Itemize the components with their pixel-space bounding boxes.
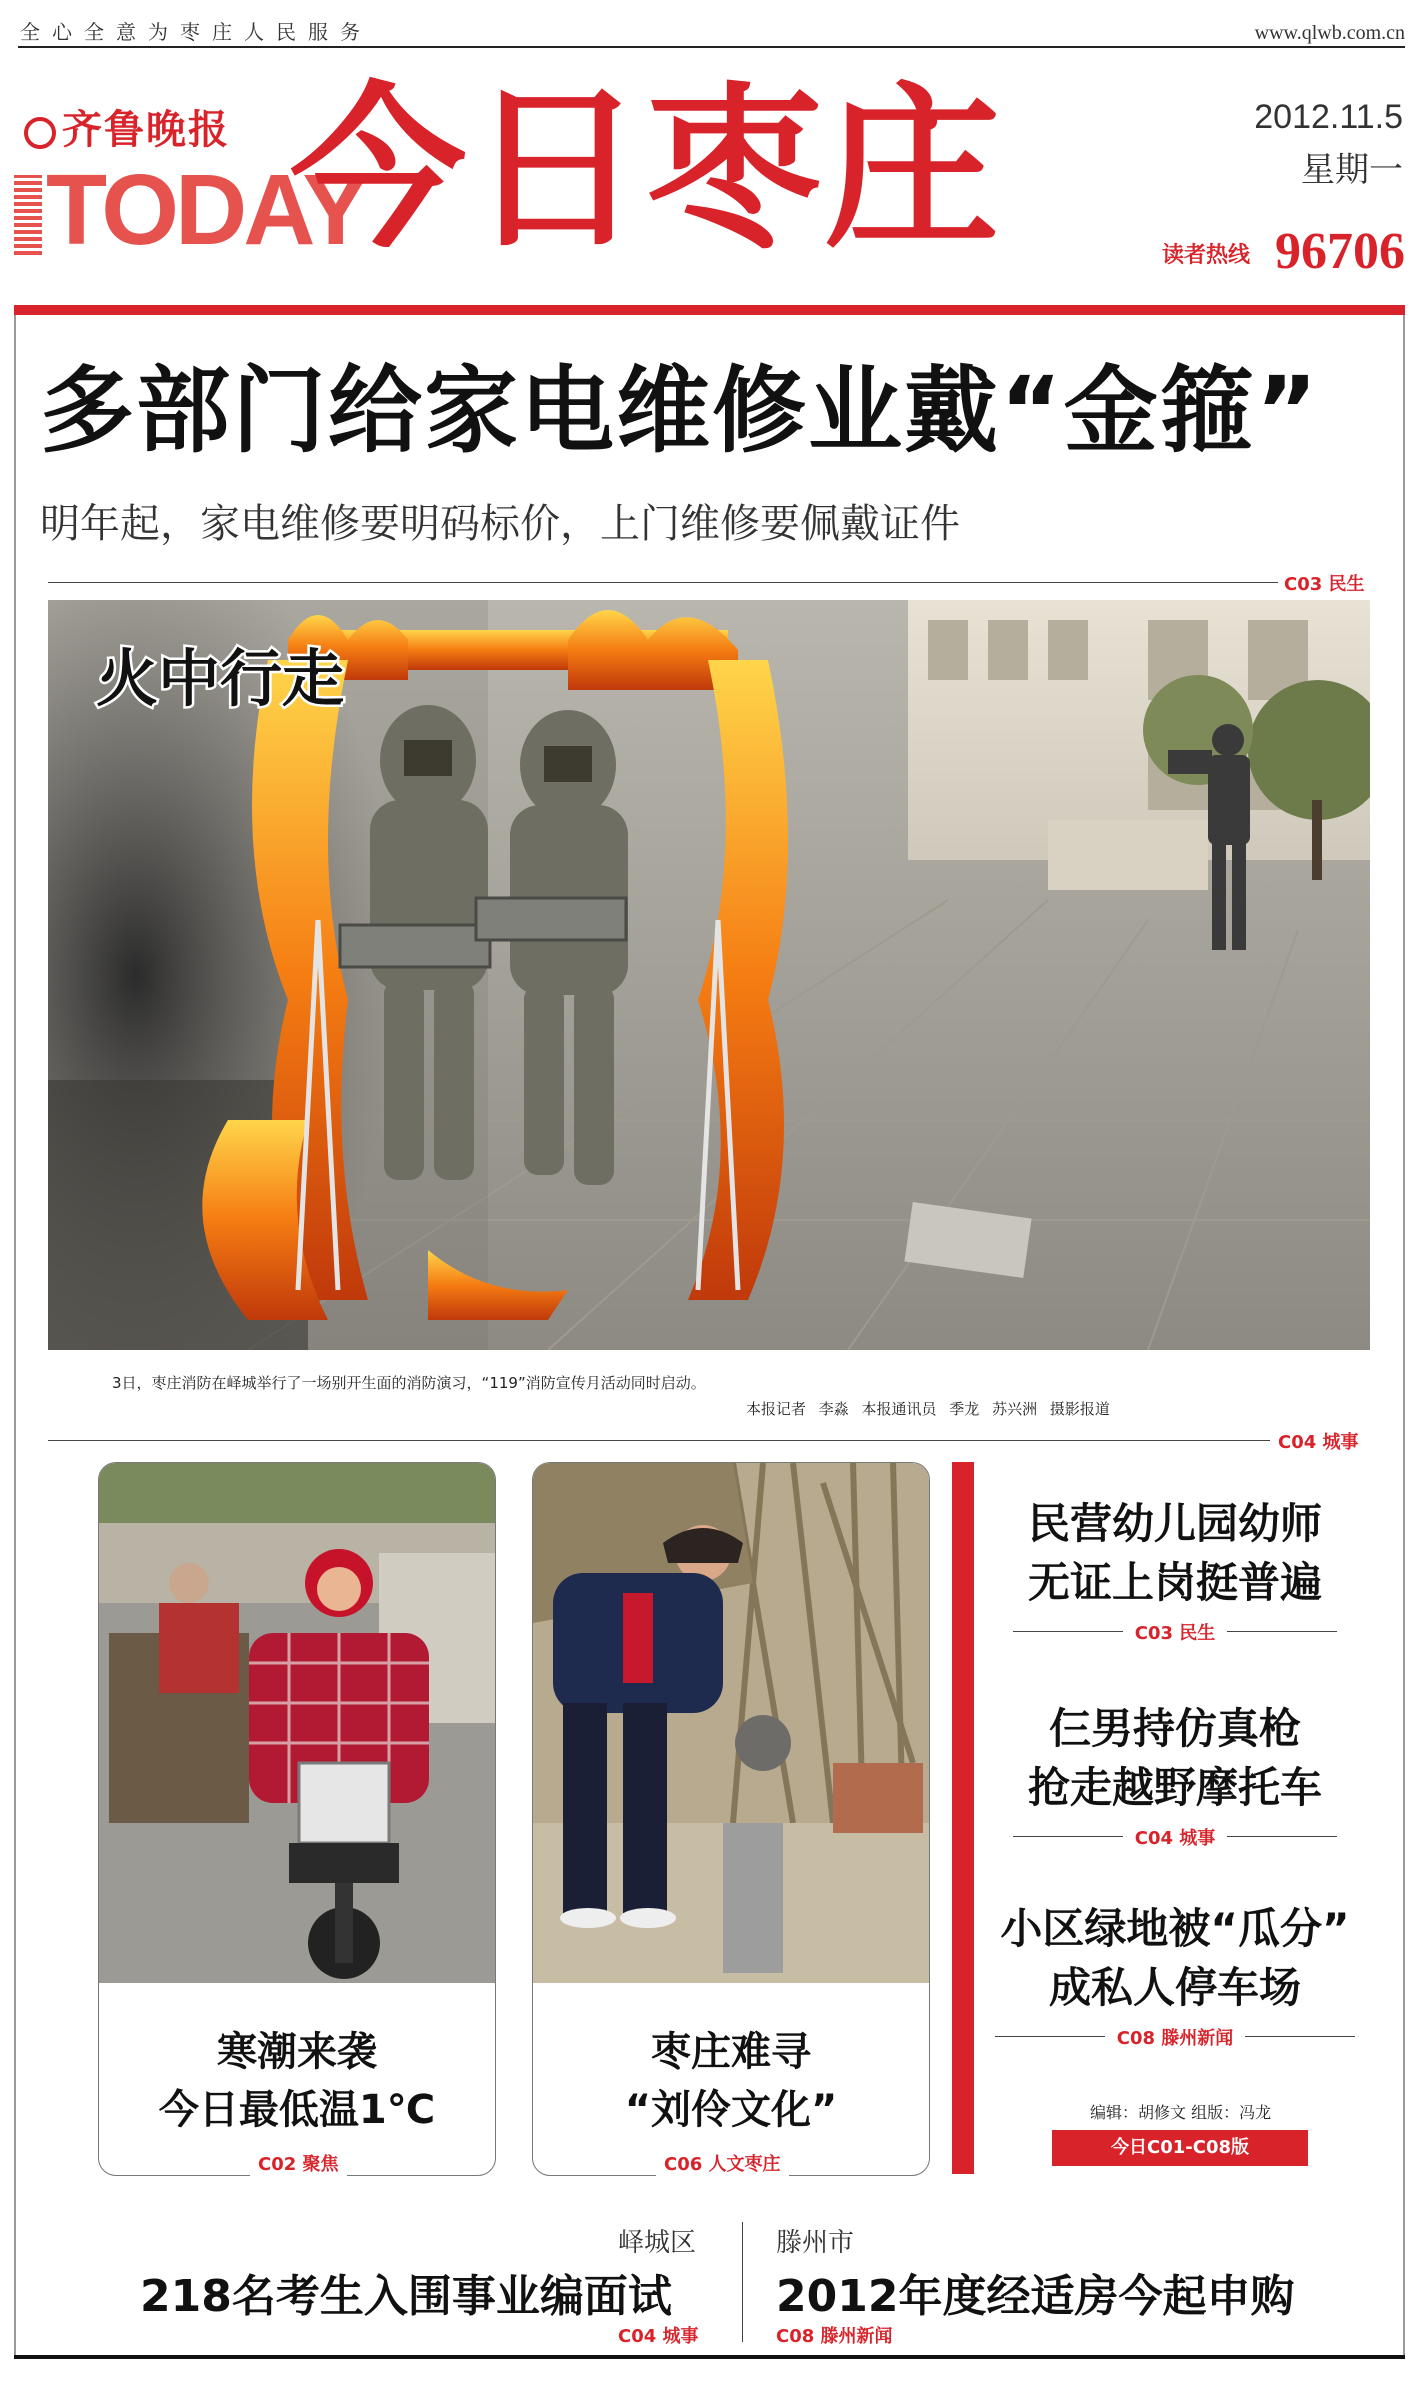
hotline-number: 96706 bbox=[1275, 223, 1405, 280]
side-story-2-tag[interactable]: C04 城事 bbox=[1134, 1827, 1216, 1849]
lead-headline[interactable]: 多部门给家电维修业戴“金箍” bbox=[40, 357, 1320, 466]
side-story-robbery[interactable] bbox=[990, 1700, 1360, 1850]
side-story-2-tagline bbox=[990, 1824, 1360, 1850]
story-card-culture[interactable] bbox=[532, 1462, 930, 2176]
bottom-story-2-region: 滕州市 bbox=[776, 2228, 855, 2258]
page-bottom-rule bbox=[14, 2355, 1405, 2359]
side-story-3-tag[interactable]: C08 滕州新闻 bbox=[1116, 2027, 1234, 2049]
masthead-title: 今日枣庄 bbox=[290, 67, 1003, 272]
side-story-1-tagline bbox=[990, 1619, 1360, 1645]
side-story-1-line2: 无证上岗挺普遍 bbox=[1027, 1557, 1322, 1607]
photo-title: 火中行走 bbox=[96, 642, 345, 715]
lead-section-tag[interactable]: C03 民生 bbox=[1284, 574, 1365, 595]
today-logo-stripes bbox=[14, 175, 42, 255]
bottom-story-1-tag[interactable]: C04 城事 bbox=[618, 2326, 699, 2347]
card-culture-line1: 枣庄难寻 bbox=[651, 2029, 811, 2075]
tag-rule-right bbox=[1227, 1631, 1337, 1632]
card-culture-title bbox=[533, 2023, 929, 2139]
lead-subhead: 明年起，家电维修要明码标价，上门维修要佩戴证件 bbox=[40, 501, 960, 547]
lead-rule bbox=[48, 582, 1278, 583]
tag-rule-left bbox=[1013, 1631, 1123, 1632]
editor-credits: 编辑：胡修文 组版：冯龙 bbox=[1090, 2103, 1272, 2122]
side-story-1-tag[interactable]: C03 民生 bbox=[1134, 1622, 1216, 1644]
card-cold-tag[interactable]: C02 聚焦 bbox=[250, 2150, 347, 2176]
side-story-1-line1: 民营幼儿园幼师 bbox=[1027, 1499, 1322, 1548]
edition-range-badge: 今日C01-C08版 bbox=[1052, 2130, 1308, 2166]
tag-rule-right bbox=[1227, 1836, 1337, 1837]
bottom-story-1-headline[interactable]: 218名考生入围事业编面试 bbox=[140, 2271, 672, 2322]
tag-rule-left bbox=[995, 2036, 1105, 2037]
hotline-label: 读者热线 bbox=[1162, 243, 1251, 268]
card-culture-tag[interactable]: C06 人文枣庄 bbox=[656, 2150, 789, 2176]
side-story-greenspace[interactable] bbox=[990, 1900, 1360, 2050]
cold-wave-photo bbox=[99, 1463, 495, 1983]
photo-section-tag[interactable]: C04 城事 bbox=[1278, 1432, 1359, 1453]
tag-rule-left bbox=[1013, 1836, 1123, 1837]
slogan: 全心全意为枣庄人民服务 bbox=[20, 20, 372, 44]
issue-weekday: 星期一 bbox=[1301, 150, 1403, 190]
card-culture-line2: “刘伶文化” bbox=[624, 2087, 838, 2133]
side-story-3-line1: 小区绿地被“瓜分” bbox=[1000, 1904, 1350, 1953]
tag-rule-right bbox=[1245, 2036, 1355, 2037]
website-url[interactable]: www.qlwb.com.cn bbox=[1254, 22, 1405, 44]
right-border bbox=[1403, 315, 1405, 2355]
bottom-divider bbox=[742, 2222, 743, 2342]
bottom-story-2-headline[interactable]: 2012年度经适房今起申购 bbox=[776, 2271, 1295, 2322]
side-story-3-tagline bbox=[990, 2024, 1360, 2050]
brand-logo-icon bbox=[24, 117, 56, 149]
masthead-red-bar bbox=[14, 305, 1405, 315]
today-logo: TODAY bbox=[46, 154, 366, 266]
fire-drill-illustration bbox=[48, 600, 1370, 1350]
side-red-bar bbox=[952, 1462, 974, 2174]
issue-date: 2012.11.5 bbox=[1254, 98, 1403, 136]
corn-stalks-photo bbox=[533, 1463, 929, 1983]
card-cold-line1: 寒潮来袭 bbox=[217, 2029, 377, 2075]
side-story-2-line2: 抢走越野摩托车 bbox=[1027, 1762, 1322, 1812]
brand-name: 齐鲁晚报 bbox=[62, 106, 230, 153]
fire-drill-photo[interactable] bbox=[48, 600, 1370, 1350]
bottom-story-1-region: 峄城区 bbox=[618, 2228, 697, 2258]
photo-credit: 本报记者 李淼 本报通讯员 季龙 苏兴洲 摄影报道 bbox=[746, 1400, 1110, 1418]
side-story-kindergarten[interactable] bbox=[990, 1495, 1360, 1645]
card-cold-title bbox=[99, 2023, 495, 2139]
newspaper-brand bbox=[24, 98, 230, 155]
side-story-2-line1: 仨男持仿真枪 bbox=[1048, 1704, 1301, 1753]
photo-rule bbox=[48, 1440, 1270, 1441]
photo-caption: 3日，枣庄消防在峄城举行了一场别开生面的消防演习，“119”消防宣传月活动同时启动。 bbox=[112, 1374, 706, 1392]
story-card-cold[interactable] bbox=[98, 1462, 496, 2176]
side-story-3-line2: 成私人停车场 bbox=[1048, 1962, 1301, 2012]
bottom-story-2-tag[interactable]: C08 滕州新闻 bbox=[776, 2326, 893, 2347]
left-border bbox=[14, 315, 16, 2355]
card-cold-line2: 今日最低温1℃ bbox=[158, 2087, 436, 2133]
header-rule bbox=[18, 46, 1405, 48]
